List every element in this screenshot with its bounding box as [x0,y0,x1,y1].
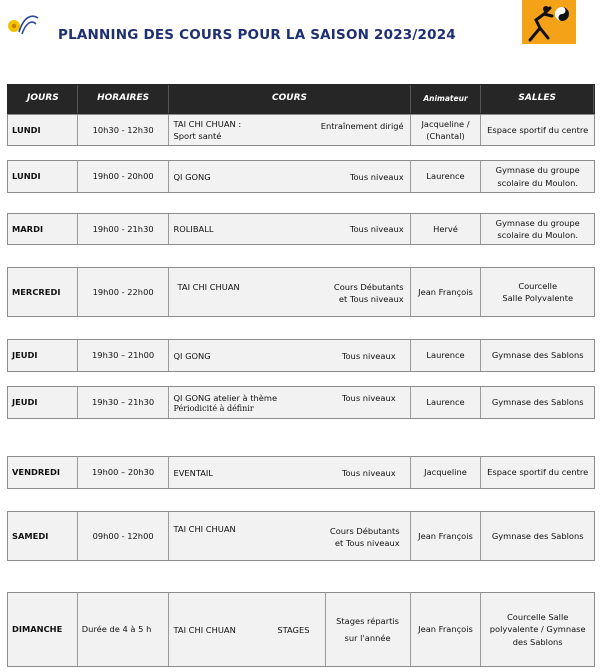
row-course-cell [169,457,410,488]
table-row [7,511,595,561]
row-time: Durée de 4 à 5 h [78,593,170,666]
row-level: Stages répartis sur l'année [336,615,400,643]
row-room: Courcelle Salle polyvalente / Gymnase des Sablons [489,612,586,647]
header-salles: SALLES [481,85,594,113]
table-row [7,267,595,317]
row-instructor: Laurence [411,387,482,418]
row-day: LUNDI [8,161,78,192]
row-course: ROLIBALL [173,223,214,234]
row-time: 19h00 - 20h00 [78,161,170,192]
row-course-cell [169,268,410,316]
row-course-cell [169,340,410,371]
row-room: Gymnase des Sablons [491,530,584,541]
row-time: 19h30 – 21h30 [78,387,170,418]
row-course-tag: STAGES [277,624,310,635]
row-course: TAI CHI CHUAN [173,624,236,635]
row-day: VENDREDI [8,457,78,488]
row-time: 19h00 - 22h00 [78,268,170,316]
row-level: Cours Débutants et Tous niveaux [333,282,404,305]
row-course: QI GONG [173,350,211,361]
row-course-cell [169,512,410,560]
table-row [7,213,595,245]
table-row [7,592,595,667]
row-course-cell [169,214,410,244]
row-level: Tous niveaux [349,223,404,234]
row-time: 19h00 – 20h30 [78,457,170,488]
row-course: QI GONG [173,171,211,182]
header-cours: COURS [169,85,410,113]
row-day: SAMEDI [8,512,78,560]
row-course: TAI CHI CHUAN [173,524,236,534]
row-level: Tous niveaux [341,467,396,478]
row-course-cell [169,161,410,192]
row-day: MARDI [8,214,78,244]
row-day: MERCREDI [8,268,78,316]
row-day: JEUDI [8,387,78,418]
row-room: Gymnase des Sablons [491,350,584,361]
row-instructor: Laurence [411,161,482,192]
row-day: DIMANCHE [8,593,78,666]
club-logo-icon [6,12,42,40]
row-instructor: Jacqueline / (Chantal) [411,115,482,145]
row-room: Espace sportif du centre [487,467,589,478]
table-header [7,84,595,114]
row-course-cell [169,593,410,666]
row-level: Entraînement dirigé [320,121,404,131]
row-course-note: Périodicité à définir [173,404,254,414]
row-day: JEUDI [8,340,78,371]
row-course-cell [169,115,410,145]
row-level: Tous niveaux [341,350,396,361]
row-instructor: Laurence [411,340,482,371]
table-row [7,160,595,193]
row-course: TAI CHI CHUAN : Sport santé [173,118,242,141]
row-instructor: Jean François [411,512,482,560]
martial-arts-logo-icon [522,0,576,44]
row-level: Tous niveaux [341,393,396,403]
row-instructor: Jean François [411,268,482,316]
page-title: PLANNING DES COURS POUR LA SAISON 2023/2024 [58,27,456,43]
row-instructor: Hervé [411,214,482,244]
table-row [7,339,595,372]
row-course-cell [169,387,410,418]
table-row [7,456,595,489]
row-time: 19h00 - 21h30 [78,214,170,244]
row-course: EVENTAIL [173,467,214,478]
header-horaires: HORAIRES [78,85,170,113]
row-time: 09h00 - 12h00 [78,512,170,560]
row-time: 10h30 - 12h30 [78,115,170,145]
row-course: TAI CHI CHUAN [177,282,240,292]
row-instructor: Jean François [411,593,482,666]
row-room: Gymnase du groupe scolaire du Moulon. [495,165,580,188]
row-room: Gymnase des Sablons [491,397,584,408]
table-row [7,114,595,146]
row-course: QI GONG atelier à thème [173,393,278,403]
row-room: Espace sportif du centre [487,124,589,135]
row-room: Gymnase du groupe scolaire du Moulon. [495,217,580,240]
row-room: Courcelle Salle Polyvalente [502,280,574,303]
header-animateur: Animateur [411,85,482,113]
header-jours: JOURS [8,85,78,113]
row-level: Tous niveaux [349,171,404,182]
row-time: 19h30 – 21h00 [78,340,170,371]
row-level: Cours Débutants et Tous niveaux [329,526,400,549]
table-row [7,386,595,419]
row-instructor: Jacqueline [411,457,482,488]
row-day: LUNDI [8,115,78,145]
